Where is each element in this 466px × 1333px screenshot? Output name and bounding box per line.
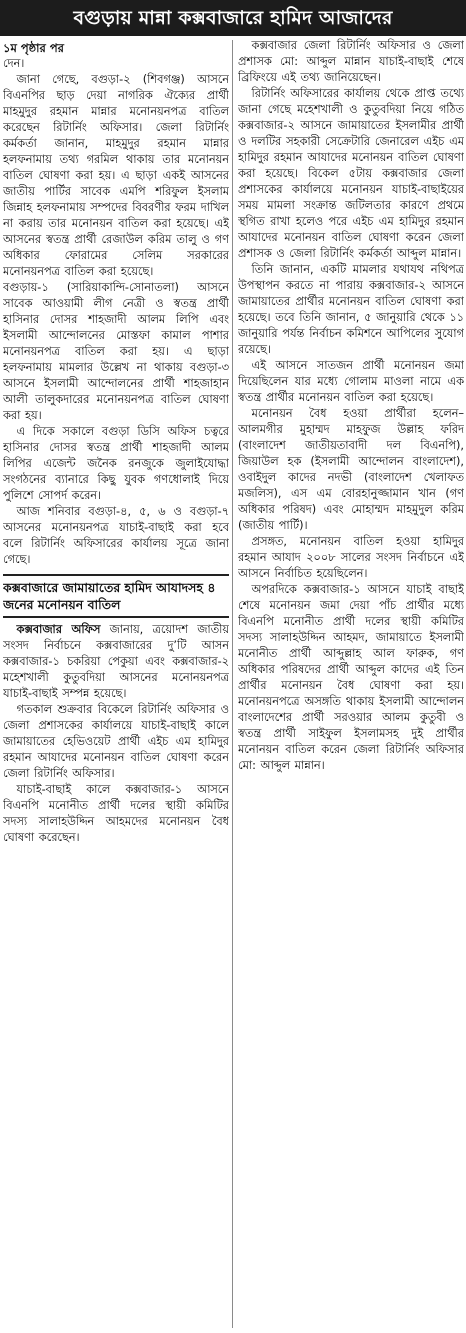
article-columns xyxy=(0,38,466,1330)
body-paragraph: রিটার্নিং অফিসারের কার্যালয় থেকে প্রাপ্ত তথ্যে জানা গেছে মহেশখালী ও কুতুবদিয়া নিয়ে গঠিত কক্সবাজার-২ আসনে জামায়াতের ইসলামীর প্রার্থী ও দলটির সহকারী সেক্রেটারি জেনারেল এইচ এম হামিদুর রহমান আযাদের মনোনয়ন বাতিল ঘোষণা করা হয়েছে। বিকেল ৫টায় কক্সবাজার জেলা প্রশাসকের কার্যালয়ে মনোনয়ন যাচাই-বাছাইয়ের সময় মামলা সংক্রান্ত জটিলতার কারণে প্রথমে স্থগিত রাখা হলেও পরে এইচ এম হামিদুর রহমান আযাদের মনোনয়ন বাতিল ঘোষণা করেন জেলা প্রশাসক ও জেলা রিটার্নিং কর্মকর্তা আব্দুল মান্নান। xyxy=(238,87,464,260)
left-column xyxy=(3,38,229,1330)
body-paragraph: তিনি জানান, একটি মামলার যথাযথ নথিপত্র উপস্থাপন করতে না পারায় কক্সবাজার-২ আসনে জামায়াতের প্রার্থীর মনোনয়ন বাতিল ঘোষণা করা হয়েছে। তবে তিনি জানান, ৫ জানুয়ারি থেকে ১১ জানুয়ারি পর্যন্ত নির্বাচন কমিশনে আপিলের সুযোগ রয়েছে। xyxy=(238,263,464,356)
continued-from-page-label: ১ম পৃষ্ঠার পর xyxy=(3,41,64,55)
body-paragraph: প্রসঙ্গত, মনোনয়ন বাতিল হওয়া হামিদুর রহমান আযাদ ২০০৮ সালের সংসদ নির্বাচনে এই আসনে নির্বাচিত হয়েছিলেন। xyxy=(238,535,464,580)
body-paragraph: জানা গেছে, বগুড়া-২ (শিবগঞ্জ) আসনে বিএনপির ছাড় দেয়া নাগরিক ঐক্যের প্রার্থী মাহমুদুর রহমান মান্নার মনোনয়নপত্র বাতিল করেছেন রিটার্নিং অফিসার। জেলা রিটার্নিং কর্মকর্তা জানান, মাহমুদুর রহমান মান্নার হলফনামায় তথ্য গরমিল থাকায় তার মনোনয়ন বাতিল ঘোষণা করা হয়। এ ছাড়া একই আসনের জাতীয় পার্টির সাবেক এমপি শরিফুল ইসলাম জিন্নাহ হলফনামায় সম্পদের বিবরণীর ফরম দাখিল না করায় তার মনোনয়ন বাতিল করা হয়েছে। এই আসনের স্বতন্ত্র প্রার্থী রেজাউল করিম তালু ও গণ অধিকার ফোরামের সেলিম সরকারের মনোনয়নপত্র বাতিল করা হয়েছে। xyxy=(3,73,229,278)
body-paragraph: এ দিকে সকালে বগুড়া ডিসি অফিস চত্বরে হাসিনার দোসর স্বতন্ত্র প্রার্থী শাহজাদী আলম লিপির এজেন্ট জনৈক রনজুকে জুলাইযোদ্ধা সংগঠনের ব্যানারে কিছু যুবক গণধোলাই দিয়ে পুলিশে সোপর্দ করেন। xyxy=(3,425,229,502)
headline: বগুড়ায় মান্না কক্সবাজারে হামিদ আজাদের xyxy=(0,0,466,36)
body-paragraph: মনোনয়ন বৈধ হওয়া প্রার্থীরা হলেন– আলমগীর মুহাম্মদ মাহফুজ উল্লাহ ফরিদ (বাংলাদেশ জাতীয়তাবাদী দল বিএনপি), জিয়াউল হক (ইসলামী আন্দোলন বাংলাদেশ), ওবাইদুল কাদের নদভী (বাংলাদেশ খেলাফত মজলিস), এস এম বোরহানুজ্জামান খান (গণ অধিকার পরিষদ) এবং মোহাম্মদ মাহমুদুল করিম (জাতীয় পার্টি)। xyxy=(238,407,464,532)
body-paragraph: বগুড়ায়-১ (সারিয়াকান্দি-সোনাতলা) আসনে সাবেক আওয়ামী লীগ নেত্রী ও স্বতন্ত্র প্রার্থী হাসিনার দোসর শাহজাদী আলম লিপি এবং ইসলামী আন্দোলনের মোস্তফা কামাল পাশার মনোনয়নপত্র বাতিল করা হয়। এ ছাড়া হলফনামায় মামলার উল্লেখ না থাকায় বগুড়া-৩ আসনে ইসলামী আন্দোলনের প্রার্থী শাহজাহান আলী তালুকদারের মনোনয়নপত্র বাতিল ঘোষণা করা হয়। xyxy=(3,281,229,422)
bureau-name: কক্সবাজার অফিস xyxy=(16,623,101,636)
bureau-text: জানায়, ত্রয়োদশ জাতীয় সংসদ নির্বাচনে কক্সবাজারের দু’টি আসন কক্সবাজার-১ চকরিয়া পেকুয়া এবং কক্সবাজার-২ মহেশখালী কুতুবদিয়া আসনের মনোনয়নপত্র যাচাই-বাছাই সম্পন্ন হয়েছে। xyxy=(3,623,229,700)
subheadline: কক্সবাজারে জামায়াতের হামিদ আযাদসহ ৪ জনের মনোনয়ন বাতিল xyxy=(3,574,229,618)
body-paragraph: কক্সবাজার জেলা রিটার্নিং অফিসার ও জেলা প্রশাসক মো: আব্দুল মান্নান যাচাই-বাছাই শেষে ব্রিফিংয়ে এই তথ্য জানিয়েছেন। xyxy=(238,39,464,84)
body-paragraph: দেন। xyxy=(3,57,25,70)
body-paragraph: গতকাল শুক্রবার বিকেলে রিটার্নিং অফিসার ও জেলা প্রশাসকের কার্যালয়ে যাচাই-বাছাই কালে জামায়াতের হেভিওয়েট প্রার্থী এইচ এম হামিদুর রহমান আযাদের মনোনয়ন বাতিল ঘোষণা করেন জেলা রিটার্নিং অফিসার। xyxy=(3,703,229,780)
column-divider xyxy=(232,40,233,1328)
body-paragraph: অপরদিকে কক্সবাজার-১ আসনে যাচাই বাছাই শেষে মনোনয়ন জমা দেয়া পাঁচ প্রার্থীর মধ্যে বিএনপি মনোনীত প্রার্থী দলের স্থায়ী কমিটির সদস্য সালাহউদ্দিন আহমদ, জামায়াতে ইসলামী মনোনীত প্রার্থী আব্দুল্লাহ আল ফারুক, গণ অধিকার পরিষদের প্রার্থী আব্দুল কাদের এই তিন প্রার্থীর মনোনয়ন বৈধ ঘোষণা করা হয়। মনোনয়নপত্রে অসঙ্গতি থাকায় ইসলামী আন্দোলন বাংলাদেশের প্রার্থী সরওয়ার আলম কুতুবী ও স্বতন্ত্র প্রার্থী সাইফুল ইসলামসহ দুই প্রার্থীর মনোনয়ন বাতিল করেন জেলা রিটার্নিং অফিসার মো: আব্দুল মান্নান। xyxy=(238,583,464,772)
body-paragraph: আজ শনিবার বগুড়া-৪, ৫, ৬ ও বগুড়া-৭ আসনের মনোনয়নপত্র যাচাই-বাছাই করা হবে বলে রিটার্নিং অফিসারের কার্যালয় সূত্রে জানা গেছে। xyxy=(3,505,229,566)
body-paragraph: এই আসনে সাতজন প্রার্থী মনোনয়ন জমা দিয়েছিলেন যার মধ্যে গোলাম মাওলা নামে এক স্বতন্ত্র প্রার্থীর মনোনয়ন বাতিল করা হয়েছে। xyxy=(238,359,464,404)
bureau-paragraph xyxy=(3,622,229,702)
right-column xyxy=(238,38,464,1330)
body-paragraph: যাচাই-বাছাই কালে কক্সবাজার-১ আসনে বিএনপি মনোনীত প্রার্থী দলের স্থায়ী কমিটির সদস্য সালাহউদ্দিন আহমদের মনোনয়ন বৈধ ঘোষণা করেছেন। xyxy=(3,783,229,844)
